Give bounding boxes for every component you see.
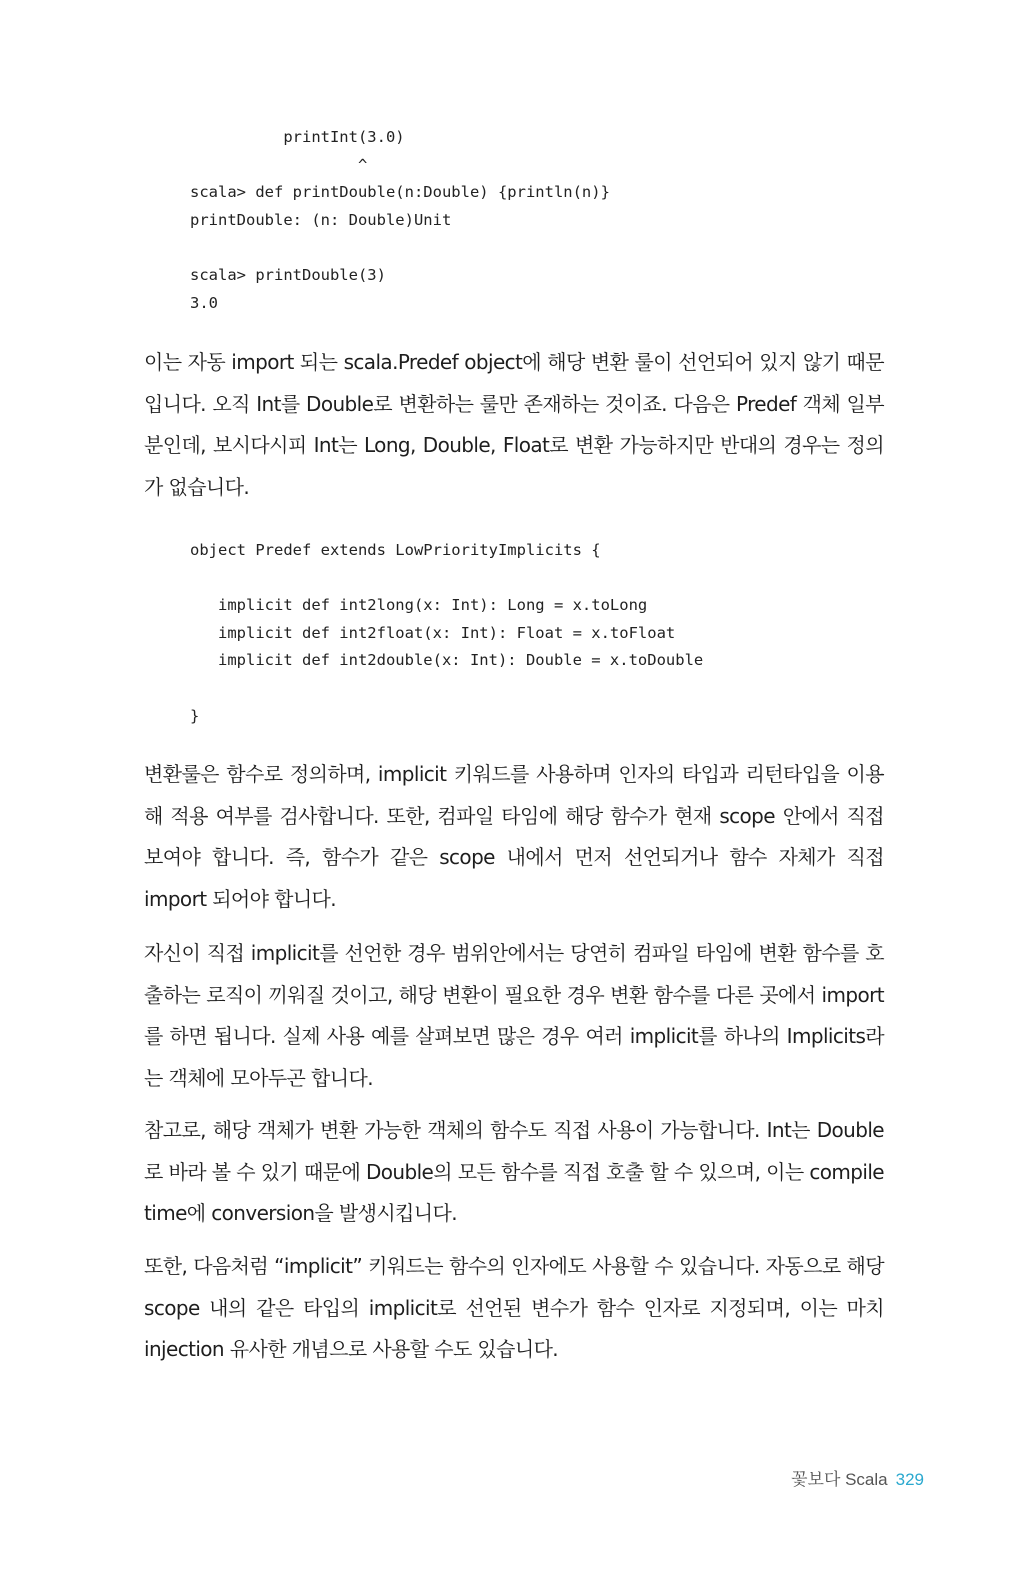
body-paragraph: 참고로, 해당 객체가 변환 가능한 객체의 함수도 직접 사용이 가능합니다. Int는 Double로 바라 볼 수 있기 때문에 Double의 모든 함수를 직접 호출 할 수 있으며, 이는 compile time에 conversion을 발생시킵니다. xyxy=(144,1118,884,1225)
code-line xyxy=(190,675,703,703)
page-footer xyxy=(791,1466,924,1494)
body-paragraph: 변환룰은 함수로 정의하며, implicit 키워드를 사용하며 인자의 타입과 리턴타입을 이용해 적용 여부를 검사합니다. 또한, 컴파일 타임에 해당 함수가 현재 scope 안에서 직접 보여야 합니다. 즉, 함수가 같은 scope 내에서 먼저 선언되거나 함수 자체가 직접 import 되어야 합니다. xyxy=(144,762,884,911)
code-line: implicit def int2long(x: Int): Long = x.toLong xyxy=(190,596,648,615)
page-number: 329 xyxy=(895,1470,924,1489)
code-line: } xyxy=(190,706,200,725)
code-line: printDouble: (n: Double)Unit xyxy=(190,210,452,229)
code-block-2 xyxy=(190,537,703,730)
body-paragraph: 자신이 직접 implicit를 선언한 경우 범위안에서는 당연히 컴파일 타임에 변환 함수를 호출하는 로직이 끼워질 것이고, 해당 변환이 필요한 경우 변환 함수를 다른 곳에서 import를 하면 됩니다. 실제 사용 예를 살펴보면 많은 경우 여러 implicit를 하나의 Implicits라는 객체에 모아두곤 합니다. xyxy=(144,941,884,1090)
code-line: object Predef extends LowPriorityImplicits { xyxy=(190,541,601,559)
code-line: scala> printDouble(3) xyxy=(190,265,386,284)
code-line: scala> def printDouble(n:Double) {println(n)} xyxy=(190,183,610,202)
code-block-1 xyxy=(190,124,610,317)
code-line: implicit def int2float(x: Int): Float = x.toFloat xyxy=(190,623,676,642)
code-line: printInt(3.0) xyxy=(190,128,405,146)
code-line: ^ xyxy=(190,155,368,174)
book-title: 꽃보다 Scala xyxy=(791,1470,888,1489)
code-line xyxy=(190,234,610,262)
code-line xyxy=(190,565,703,593)
code-line: 3.0 xyxy=(190,293,218,312)
body-paragraph: 또한, 다음처럼 “implicit” 키워드는 함수의 인자에도 사용할 수 있습니다. 자동으로 해당 scope 내의 같은 타입의 implicit로 선언된 변수가 함수 인자로 지정되며, 이는 마치 injection 유사한 개념으로 사용할 수도 있습니다. xyxy=(144,1254,884,1361)
code-line: implicit def int2double(x: Int): Double = x.toDouble xyxy=(190,651,704,670)
body-paragraph: 이는 자동 import 되는 scala.Predef object에 해당 변환 룰이 선언되어 있지 않기 때문입니다. 오직 Int를 Double로 변환하는 룰만 존재하는 것이죠. 다음은 Predef 객체 일부분인데, 보시다시피 Int는 Long, Double, Float로 변환 가능하지만 반대의 경우는 정의가 없습니다. xyxy=(144,350,884,499)
